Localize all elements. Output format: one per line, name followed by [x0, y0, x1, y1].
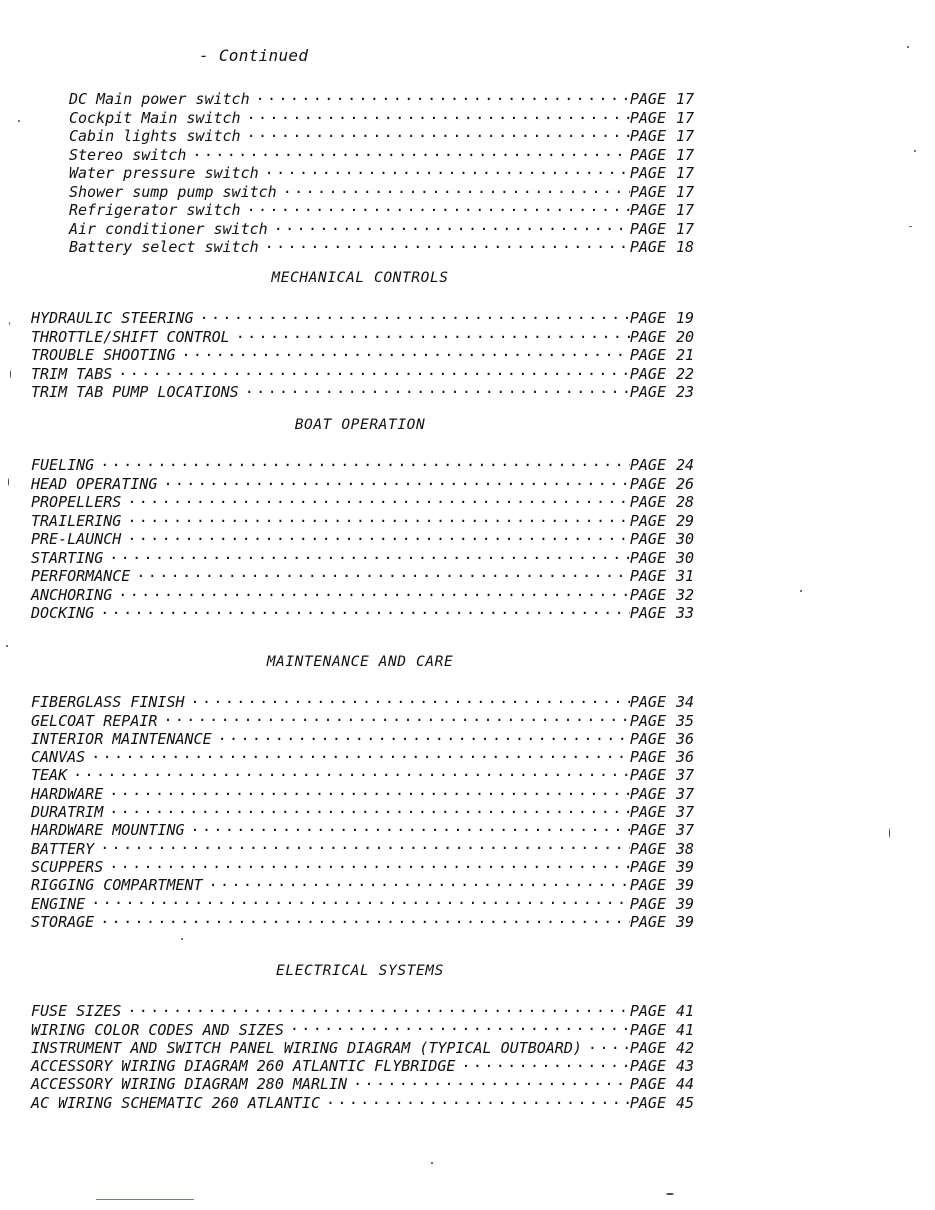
- page-word: PAGE: [629, 309, 666, 328]
- entry-label: ANCHORING: [31, 585, 113, 604]
- page-word: PAGE: [629, 748, 666, 767]
- dot-leader: [73, 762, 630, 780]
- toc-entry: [31, 707, 694, 730]
- page-number: 17: [675, 127, 694, 146]
- entry-label: DOCKING: [31, 604, 95, 623]
- toc-entry: [31, 471, 694, 493]
- page-word: PAGE: [629, 219, 666, 238]
- entry-label: BATTERY: [31, 839, 95, 858]
- page-number: 21: [675, 346, 694, 365]
- entry-label: Shower sump pump switch: [69, 182, 277, 201]
- toc-entry: [69, 160, 694, 183]
- toc-entry: [31, 600, 694, 623]
- page-word: PAGE: [629, 530, 666, 549]
- page-number: 37: [675, 803, 694, 822]
- dot-leader: [100, 452, 630, 470]
- scan-underline: [96, 1199, 194, 1200]
- page-word: PAGE: [629, 821, 666, 840]
- entry-label: THROTTLE/SHIFT CONTROL: [31, 327, 230, 346]
- toc-entry: [31, 452, 694, 475]
- entry-label: GELCOAT REPAIR: [31, 711, 158, 730]
- page-number: 39: [675, 876, 694, 895]
- toc-entry: [31, 361, 694, 383]
- page-word: PAGE: [629, 784, 666, 803]
- dot-leader: [209, 872, 630, 890]
- toc-entry: [31, 526, 694, 549]
- dot-leader: [236, 324, 630, 342]
- page-number: 38: [675, 839, 694, 858]
- entry-label: ACCESSORY WIRING DIAGRAM 260 ATLANTIC FLYBRIDGE: [31, 1057, 456, 1076]
- scan-speck: [666, 1193, 674, 1195]
- scan-speck: [800, 590, 802, 592]
- page-number: 19: [675, 309, 694, 328]
- dot-leader: [218, 726, 630, 744]
- toc-entry: [69, 234, 694, 257]
- toc-entry: [31, 379, 694, 402]
- dot-leader: [127, 489, 630, 507]
- page-word: PAGE: [629, 383, 666, 402]
- toc-entry: [31, 890, 694, 913]
- toc-entry: [31, 489, 694, 512]
- section-title-boat-operation: BOAT OPERATION: [294, 417, 426, 433]
- scan-speck: [907, 46, 909, 48]
- dot-leader: [118, 582, 630, 600]
- page-word: PAGE: [629, 729, 666, 748]
- scan-speck: [914, 150, 916, 152]
- page-number: 22: [675, 364, 694, 383]
- toc-entry: [69, 216, 694, 238]
- page-word: PAGE: [629, 1038, 666, 1057]
- entry-label: Stereo switch: [69, 145, 187, 164]
- toc-entry: [31, 563, 694, 586]
- entry-label: CANVAS: [31, 748, 86, 767]
- page-word: PAGE: [629, 1020, 666, 1039]
- scan-speck: [9, 322, 10, 325]
- page-number: 37: [675, 784, 694, 803]
- toc-entry: [31, 998, 694, 1021]
- entry-label: Cabin lights switch: [69, 127, 241, 146]
- page-word: PAGE: [629, 90, 666, 109]
- toc-entry: [31, 582, 694, 604]
- entry-label: FIBERGLASS FINISH: [31, 693, 185, 712]
- entry-label: DURATRIM: [31, 803, 104, 822]
- page-number: 17: [675, 164, 694, 183]
- dot-leader: [100, 600, 630, 618]
- entry-label: ACCESSORY WIRING DIAGRAM 280 MARLIN: [31, 1075, 348, 1094]
- toc-entry: [31, 835, 694, 858]
- entry-label: FUSE SIZES: [31, 1002, 122, 1021]
- scan-speck: [889, 828, 890, 838]
- dot-leader: [127, 508, 630, 526]
- page-word: PAGE: [629, 894, 666, 913]
- page-number: 34: [675, 693, 694, 712]
- toc-entry: [69, 105, 694, 127]
- toc-entry: [31, 1090, 694, 1112]
- page-word: PAGE: [629, 493, 666, 512]
- page-number: 36: [675, 729, 694, 748]
- page-word: PAGE: [629, 327, 666, 346]
- toc-entry: [31, 872, 694, 895]
- scan-speck: [181, 938, 183, 940]
- page-word: PAGE: [629, 766, 666, 785]
- page-word: PAGE: [629, 876, 666, 895]
- toc-entry: [69, 142, 694, 164]
- dot-leader: [136, 563, 630, 581]
- toc-entry: [31, 781, 694, 803]
- scan-speck: [6, 645, 8, 647]
- dot-leader: [127, 526, 630, 544]
- toc-entry: [31, 1071, 694, 1094]
- dot-leader: [265, 234, 630, 252]
- toc-entry: [31, 508, 694, 530]
- dot-leader: [182, 342, 630, 360]
- scan-speck: [8, 478, 9, 486]
- page-number: 30: [675, 548, 694, 567]
- dot-leader: [163, 707, 629, 725]
- toc-entry: [31, 545, 694, 567]
- page-number: 45: [675, 1093, 694, 1112]
- page-word: PAGE: [629, 145, 666, 164]
- toc-entry: [31, 305, 694, 328]
- dot-leader: [245, 379, 630, 397]
- entry-label: TRAILERING: [31, 511, 122, 530]
- dot-leader: [200, 305, 630, 323]
- toc-entry: [31, 342, 694, 365]
- page-word: PAGE: [629, 1093, 666, 1112]
- toc-entry: [31, 1035, 694, 1057]
- entry-label: AC WIRING SCHEMATIC 260 ATLANTIC: [31, 1093, 320, 1112]
- entry-label: PROPELLERS: [31, 493, 122, 512]
- entry-label: Battery select switch: [69, 238, 259, 257]
- dot-leader: [265, 160, 630, 178]
- page-number: 17: [675, 219, 694, 238]
- page-number: 37: [675, 766, 694, 785]
- page-number: 17: [675, 182, 694, 201]
- page-word: PAGE: [629, 1057, 666, 1076]
- page-word: PAGE: [629, 456, 666, 475]
- dot-leader: [91, 890, 630, 908]
- page-word: PAGE: [629, 238, 666, 257]
- page-word: PAGE: [629, 127, 666, 146]
- dot-leader: [191, 689, 630, 707]
- page-number: 24: [675, 456, 694, 475]
- toc-entry: [31, 1016, 694, 1039]
- entry-label: Water pressure switch: [69, 164, 259, 183]
- dot-leader: [109, 854, 630, 872]
- entry-label: WIRING COLOR CODES AND SIZES: [31, 1020, 284, 1039]
- scan-speck: [909, 226, 912, 227]
- entry-label: STORAGE: [31, 912, 95, 931]
- entry-label: TRIM TAB PUMP LOCATIONS: [31, 383, 239, 402]
- entry-label: HARDWARE: [31, 784, 104, 803]
- section-title-mechanical-controls: MECHANICAL CONTROLS: [271, 270, 449, 286]
- entry-label: TEAK: [31, 766, 68, 785]
- entry-label: Air conditioner switch: [69, 219, 268, 238]
- page-word: PAGE: [629, 511, 666, 530]
- toc-entry: [69, 123, 694, 146]
- dot-leader: [326, 1090, 630, 1108]
- entry-label: INTERIOR MAINTENANCE: [31, 729, 212, 748]
- dot-leader: [192, 142, 629, 160]
- page-number: 37: [675, 821, 694, 840]
- dot-leader: [100, 909, 630, 927]
- page-number: 17: [675, 108, 694, 127]
- page-word: PAGE: [629, 857, 666, 876]
- toc-entry: [31, 689, 694, 712]
- entry-label: PERFORMANCE: [31, 567, 131, 586]
- dot-leader: [283, 179, 630, 197]
- page-number: 33: [675, 604, 694, 623]
- dot-leader: [461, 1053, 629, 1071]
- page-number: 17: [675, 145, 694, 164]
- entry-label: STARTING: [31, 548, 104, 567]
- page-word: PAGE: [629, 182, 666, 201]
- page-number: 26: [675, 474, 694, 493]
- section-title-electrical-systems: ELECTRICAL SYSTEMS: [276, 963, 444, 979]
- page-number: 43: [675, 1057, 694, 1076]
- entry-label: HEAD OPERATING: [31, 474, 158, 493]
- page-word: PAGE: [629, 1075, 666, 1094]
- page-word: PAGE: [629, 108, 666, 127]
- toc-entry: [31, 799, 694, 822]
- toc-entry: [31, 909, 694, 931]
- dot-leader: [588, 1035, 630, 1053]
- dot-leader: [118, 361, 630, 379]
- dot-leader: [247, 105, 630, 123]
- entry-label: Cockpit Main switch: [69, 108, 241, 127]
- dot-leader: [100, 835, 630, 853]
- toc-entry: [31, 762, 694, 785]
- toc-entry: [31, 744, 694, 767]
- dot-leader: [109, 781, 630, 799]
- toc-entry: [31, 1053, 694, 1076]
- page-number: 18: [675, 238, 694, 257]
- page-number: 28: [675, 493, 694, 512]
- page-number: 39: [675, 894, 694, 913]
- page-number: 42: [675, 1038, 694, 1057]
- page-word: PAGE: [629, 803, 666, 822]
- entry-label: RIGGING COMPARTMENT: [31, 876, 203, 895]
- entry-label: PRE-LAUNCH: [31, 530, 122, 549]
- page-word: PAGE: [629, 711, 666, 730]
- dot-leader: [91, 744, 630, 762]
- page-word: PAGE: [629, 585, 666, 604]
- dot-leader: [163, 471, 629, 489]
- toc-entry: [31, 854, 694, 876]
- page-number: 41: [675, 1002, 694, 1021]
- scan-speck: [10, 370, 11, 378]
- entry-label: HYDRAULIC STEERING: [31, 309, 194, 328]
- page-number: 32: [675, 585, 694, 604]
- entry-label: DC Main power switch: [69, 90, 250, 109]
- toc-entry: [69, 86, 694, 109]
- dot-leader: [191, 817, 630, 835]
- page-number: 23: [675, 383, 694, 402]
- page-word: PAGE: [629, 346, 666, 365]
- toc-entry: [31, 726, 694, 748]
- toc-entry: [31, 324, 694, 346]
- page-word: PAGE: [629, 604, 666, 623]
- page-word: PAGE: [629, 201, 666, 220]
- toc-entry: [69, 197, 694, 220]
- page-number: 29: [675, 511, 694, 530]
- scan-speck: [431, 1162, 433, 1164]
- page-number: 39: [675, 857, 694, 876]
- entry-label: FUELING: [31, 456, 95, 475]
- page-number: 20: [675, 327, 694, 346]
- page-word: PAGE: [629, 912, 666, 931]
- continued-heading: - Continued: [199, 46, 309, 65]
- page-word: PAGE: [629, 839, 666, 858]
- page-number: 41: [675, 1020, 694, 1039]
- dot-leader: [353, 1071, 630, 1089]
- page-word: PAGE: [629, 1002, 666, 1021]
- page-number: 39: [675, 912, 694, 931]
- page-word: PAGE: [629, 364, 666, 383]
- page-word: PAGE: [629, 164, 666, 183]
- page-number: 44: [675, 1075, 694, 1094]
- entry-label: HARDWARE MOUNTING: [31, 821, 185, 840]
- entry-label: TROUBLE SHOOTING: [31, 346, 176, 365]
- page-word: PAGE: [629, 567, 666, 586]
- entry-label: SCUPPERS: [31, 857, 104, 876]
- dot-leader: [247, 123, 630, 141]
- scan-speck: [18, 120, 20, 122]
- entry-label: Refrigerator switch: [69, 201, 241, 220]
- page-word: PAGE: [629, 693, 666, 712]
- toc-entry: [69, 179, 694, 201]
- page-number: 36: [675, 748, 694, 767]
- dot-leader: [290, 1016, 630, 1034]
- entry-label: INSTRUMENT AND SWITCH PANEL WIRING DIAGRAM (TYPICAL OUTBOARD): [31, 1038, 582, 1057]
- page-number: 17: [675, 90, 694, 109]
- dot-leader: [274, 216, 630, 234]
- entry-label: ENGINE: [31, 894, 86, 913]
- dot-leader: [256, 86, 630, 104]
- entry-label: TRIM TABS: [31, 364, 113, 383]
- page-word: PAGE: [629, 474, 666, 493]
- page-number: 35: [675, 711, 694, 730]
- section-title-maintenance-and-care: MAINTENANCE AND CARE: [266, 654, 454, 670]
- dot-leader: [247, 197, 630, 215]
- dot-leader: [109, 545, 630, 563]
- page-number: 31: [675, 567, 694, 586]
- page-number: 17: [675, 201, 694, 220]
- page-word: PAGE: [629, 548, 666, 567]
- dot-leader: [109, 799, 630, 817]
- dot-leader: [127, 998, 630, 1016]
- toc-entry: [31, 817, 694, 840]
- page-number: 30: [675, 530, 694, 549]
